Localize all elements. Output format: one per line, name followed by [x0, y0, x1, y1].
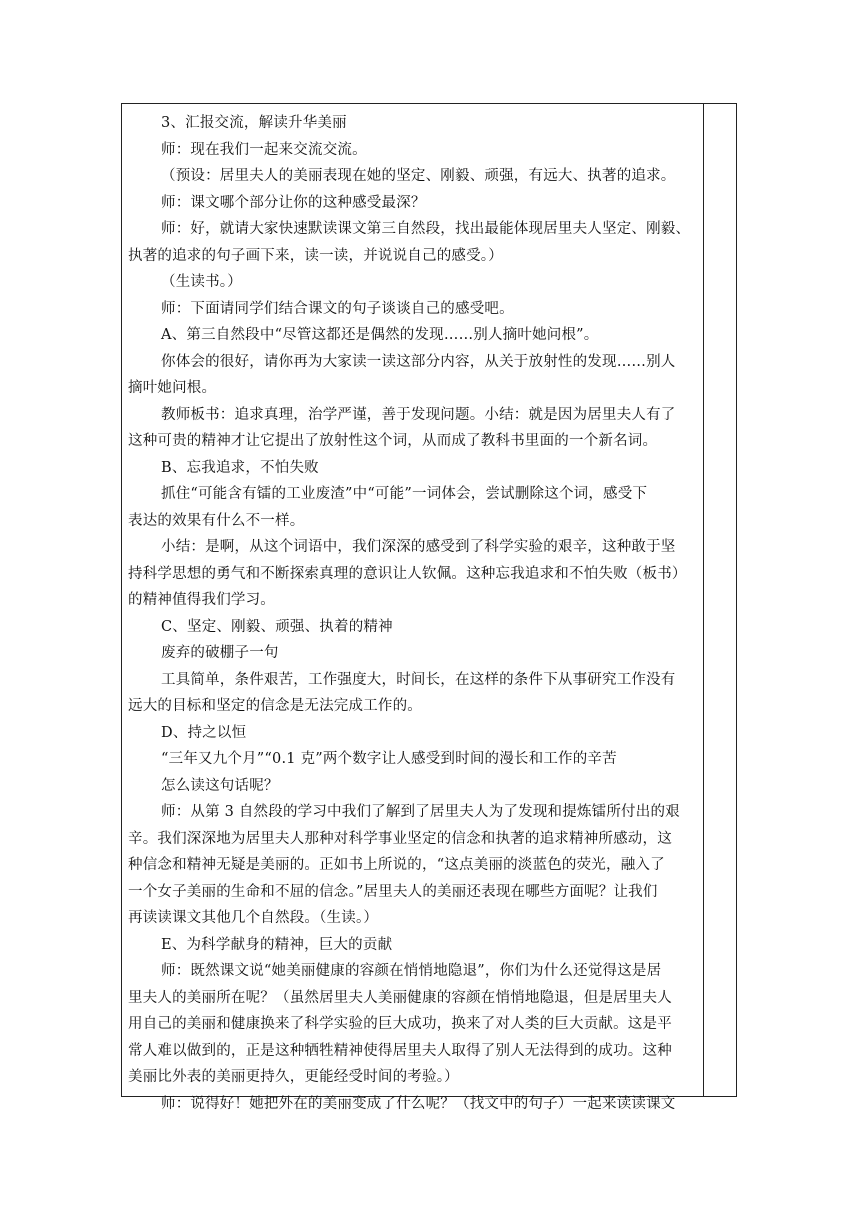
- text-line: C、坚定、刚毅、顽强、执着的精神: [161, 618, 393, 635]
- text-line: 废弃的破棚子一句: [161, 645, 279, 661]
- text-line: 怎么读这句话呢？: [161, 777, 279, 794]
- text-line: 的精神值得我们学习。: [128, 592, 275, 608]
- text-line: 师：好，就请大家快速默读课文第三自然段，找出最能体现居里夫人坚定、刚毅、: [161, 221, 691, 237]
- lesson-body-text: [128, 110, 700, 1117]
- text-line: B、忘我追求，不怕失败: [161, 459, 319, 476]
- text-line: 师：从第 3 自然段的学习中我们了解到了居里夫人为了发现和提炼镭所付出的艰: [161, 804, 680, 820]
- text-line: （生读书。）: [161, 274, 242, 290]
- text-line: 执著的追求的句子画下来，读一读，并说说自己的感受。）: [128, 247, 503, 264]
- text-line: 工具简单，条件艰苦，工作强度大，时间长，在这样的条件下从事研究工作没有: [161, 671, 676, 688]
- lesson-content-cell: [122, 104, 704, 1112]
- text-line: 小结：是啊，从这个词语中，我们深深的感受到了科学实验的艰辛，这种敢于坚: [161, 539, 676, 555]
- text-line: 表达的效果有什么不一样。: [128, 512, 305, 529]
- text-line: （预设：居里夫人的美丽表现在她的坚定、刚毅、顽强，有远大、执著的追求。: [161, 168, 676, 184]
- text-line: 3、汇报交流，解读升华美丽: [161, 115, 347, 131]
- text-line: 师：下面请同学们结合课文的句子谈谈自己的感受吧。: [161, 300, 514, 317]
- text-line: 用自己的美丽和健康换来了科学实验的巨大成功，换来了对人类的巨大贡献。这是平: [128, 1016, 672, 1032]
- text-line: 常人难以做到的，正是这种牺牲精神使得居里夫人取得了别人无法得到的成功。这种: [128, 1042, 672, 1059]
- text-line: 辛。我们深深地为居里夫人那种对科学事业坚定的信念和执著的追求精神所感动，这: [128, 830, 672, 847]
- text-line: 师：现在我们一起来交流交流。: [161, 141, 367, 158]
- notes-column-cell: [704, 104, 736, 1096]
- text-line: 这种可贵的精神才让它提出了放射性这个词，从而成了教科书里面的一个新名词。: [128, 433, 658, 449]
- text-line: 里夫人的美丽所在呢？（虽然居里夫人美丽健康的容颜在悄悄地隐退，但是居里夫人: [128, 989, 672, 1006]
- text-line: 一个女子美丽的生命和不屈的信念。”居里夫人的美丽还表现在哪些方面呢？让我们: [128, 883, 658, 900]
- text-line: 美丽比外表的美丽更持久，更能经受时间的考验。）: [128, 1069, 459, 1085]
- text-line: 再读读课文其他几个自然段。（生读。）: [128, 910, 379, 926]
- text-line: 抓住“可能含有镭的工业废渣”中“可能”一词体会，尝试删除这个词，感受下: [161, 486, 648, 502]
- lesson-plan-table: [121, 103, 737, 1112]
- text-line: 摘叶她问根。: [128, 380, 217, 396]
- text-line: 持科学思想的勇气和不断探索真理的意识让人钦佩。这种忘我追求和不怕失败（板书）: [128, 565, 687, 582]
- text-line: 你体会的很好，请你再为大家读一读这部分内容，从关于放射性的发现……别人: [161, 353, 676, 370]
- text-line: 教师板书：追求真理，治学严谨，善于发现问题。小结：就是因为居里夫人有了: [161, 406, 676, 423]
- text-line: D、持之以恒: [161, 724, 247, 741]
- text-line: 远大的目标和坚定的信念是无法完成工作的。: [128, 698, 422, 714]
- text-line: 师：说得好！她把外在的美丽变成了什么呢？（找文中的句子）一起来读读课文: [161, 1095, 676, 1112]
- text-line: E、为科学献身的精神，巨大的贡献: [161, 936, 393, 953]
- text-line: “三年又九个月”“0.1 克”两个数字让人感受到时间的漫长和工作的辛苦: [161, 751, 617, 767]
- text-line: 师：课文哪个部分让你的这种感受最深？: [161, 194, 426, 211]
- text-line: 师：既然课文说“她美丽健康的容颜在悄悄地隐退”，你们为什么还觉得这是居: [161, 963, 662, 979]
- text-line: 种信念和精神无疑是美丽的。正如书上所说的，“这点美丽的淡蓝色的荧光，融入了: [128, 857, 665, 873]
- text-line: A、第三自然段中“尽管这都还是偶然的发现……别人摘叶她问根”。: [161, 327, 599, 343]
